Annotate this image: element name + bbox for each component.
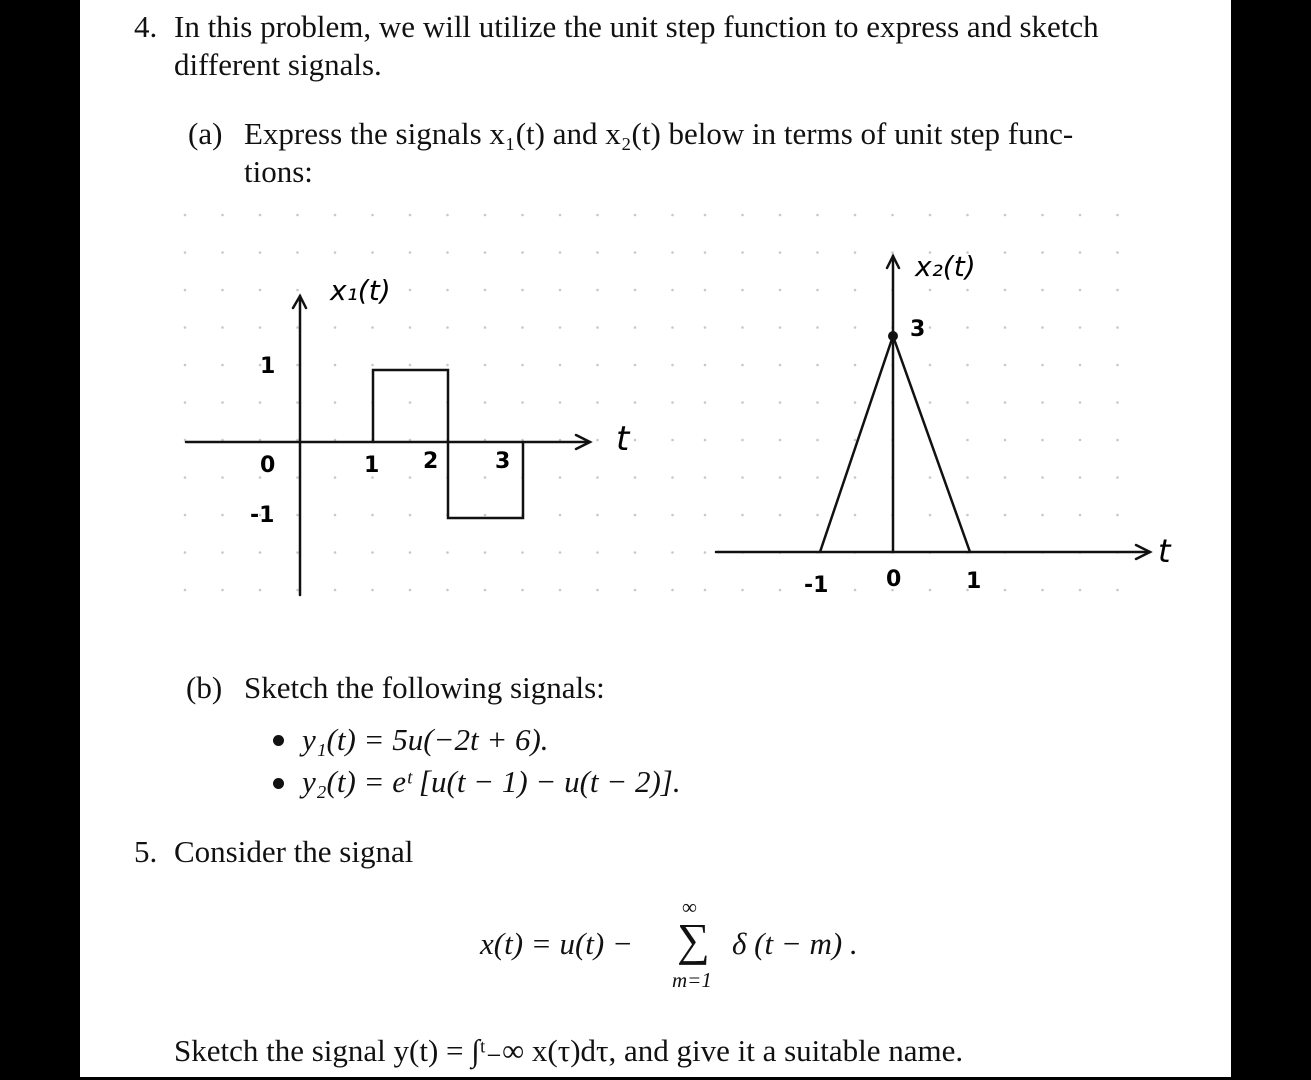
grid-dot: [296, 251, 299, 254]
figure-x1: [180, 260, 740, 600]
bullet-icon: [273, 778, 284, 789]
x2-peak-point: [888, 331, 898, 341]
grid-dot: [596, 251, 599, 254]
part-a-label: (a): [188, 116, 223, 151]
bullet-icon: [273, 735, 284, 746]
grid-dot: [409, 251, 412, 254]
problem5-number: 5.: [134, 834, 158, 869]
grid-dot: [259, 214, 262, 217]
grid-dot: [1079, 214, 1082, 217]
grid-dot: [779, 214, 782, 217]
x1-xtick-3: 3: [495, 449, 511, 474]
formula-lhs: x(t) = u(t) −: [480, 926, 633, 961]
part-a-line1: Express the signals x₁(t) and x₂(t) below in terms of unit step func-: [244, 116, 1074, 151]
grid-dot: [966, 214, 969, 217]
problem4-intro-line1: In this problem, we will utilize the unit step function to express and sketch: [174, 9, 1099, 44]
grid-dot: [1041, 214, 1044, 217]
problem4-number: 4.: [134, 9, 158, 44]
x2-t-label: t: [1158, 532, 1171, 570]
x1-signal-pulse: [373, 370, 523, 518]
grid-dot: [484, 251, 487, 254]
problem4-intro-line2: different signals.: [174, 47, 382, 82]
grid-dot: [371, 251, 374, 254]
grid-dot: [334, 251, 337, 254]
x2-title: x₂(t): [915, 250, 976, 283]
sum-upper-limit: ∞: [682, 895, 697, 919]
grid-dot: [891, 214, 894, 217]
grid-dot: [446, 214, 449, 217]
grid-dot: [521, 214, 524, 217]
grid-dot: [334, 214, 337, 217]
x2-peak-label: 3: [910, 317, 926, 342]
grid-dot: [559, 251, 562, 254]
x1-t-label: t: [616, 419, 630, 459]
grid-dot: [671, 214, 674, 217]
grid-dot: [671, 251, 674, 254]
part-b-item-2: y₂(t) = eᵗ [u(t − 1) − u(t − 2)].: [302, 764, 681, 799]
sum-lower-limit: m=1: [672, 968, 712, 992]
grid-dot: [521, 251, 524, 254]
x1-xtick-2: 2: [423, 449, 439, 474]
x2-signal-triangle: [820, 336, 970, 552]
x1-xtick-1: 1: [364, 453, 380, 478]
grid-dot: [634, 251, 637, 254]
formula-rhs: δ (t − m) .: [732, 926, 858, 961]
x2-xtick-1: 1: [966, 569, 982, 594]
grid-dot: [854, 214, 857, 217]
x1-ytick-1: 1: [260, 354, 276, 379]
part-b-heading: Sketch the following signals:: [244, 670, 605, 705]
problem5-final-line: Sketch the signal y(t) = ∫ᵗ₋∞ x(τ)dτ, and give it a suitable name.: [174, 1033, 964, 1068]
x1-ytick-neg1: -1: [250, 503, 275, 528]
grid-dot: [221, 251, 224, 254]
grid-dot: [704, 214, 707, 217]
grid-dot: [259, 251, 262, 254]
grid-dot: [296, 214, 299, 217]
grid-dot: [1116, 214, 1119, 217]
grid-dot: [184, 251, 187, 254]
x1-title: x₁(t): [330, 274, 391, 307]
grid-dot: [446, 251, 449, 254]
grid-dot: [409, 214, 412, 217]
part-b-item-1: y₁(t) = 5u(−2t + 6).: [302, 722, 549, 757]
sum-symbol: ∑: [677, 914, 710, 965]
x2-xtick-0: 0: [886, 567, 902, 592]
part-a-line2: tions:: [244, 154, 313, 189]
figure-x2: [710, 240, 1190, 610]
grid-dot: [559, 214, 562, 217]
grid-dot: [704, 251, 707, 254]
part-b-label: (b): [186, 670, 223, 705]
grid-dot: [484, 214, 487, 217]
grid-dot: [596, 214, 599, 217]
problem5-heading: Consider the signal: [174, 834, 414, 869]
document-page: [80, 0, 1231, 1077]
display-formula: [480, 895, 900, 1005]
x2-xtick-neg1: -1: [804, 573, 829, 598]
grid-dot: [929, 214, 932, 217]
grid-dot: [371, 214, 374, 217]
grid-dot: [1004, 214, 1007, 217]
grid-dot: [816, 214, 819, 217]
x1-ytick-0: 0: [260, 453, 276, 478]
grid-dot: [634, 214, 637, 217]
grid-dot: [741, 214, 744, 217]
grid-dot: [184, 214, 187, 217]
grid-dot: [221, 214, 224, 217]
